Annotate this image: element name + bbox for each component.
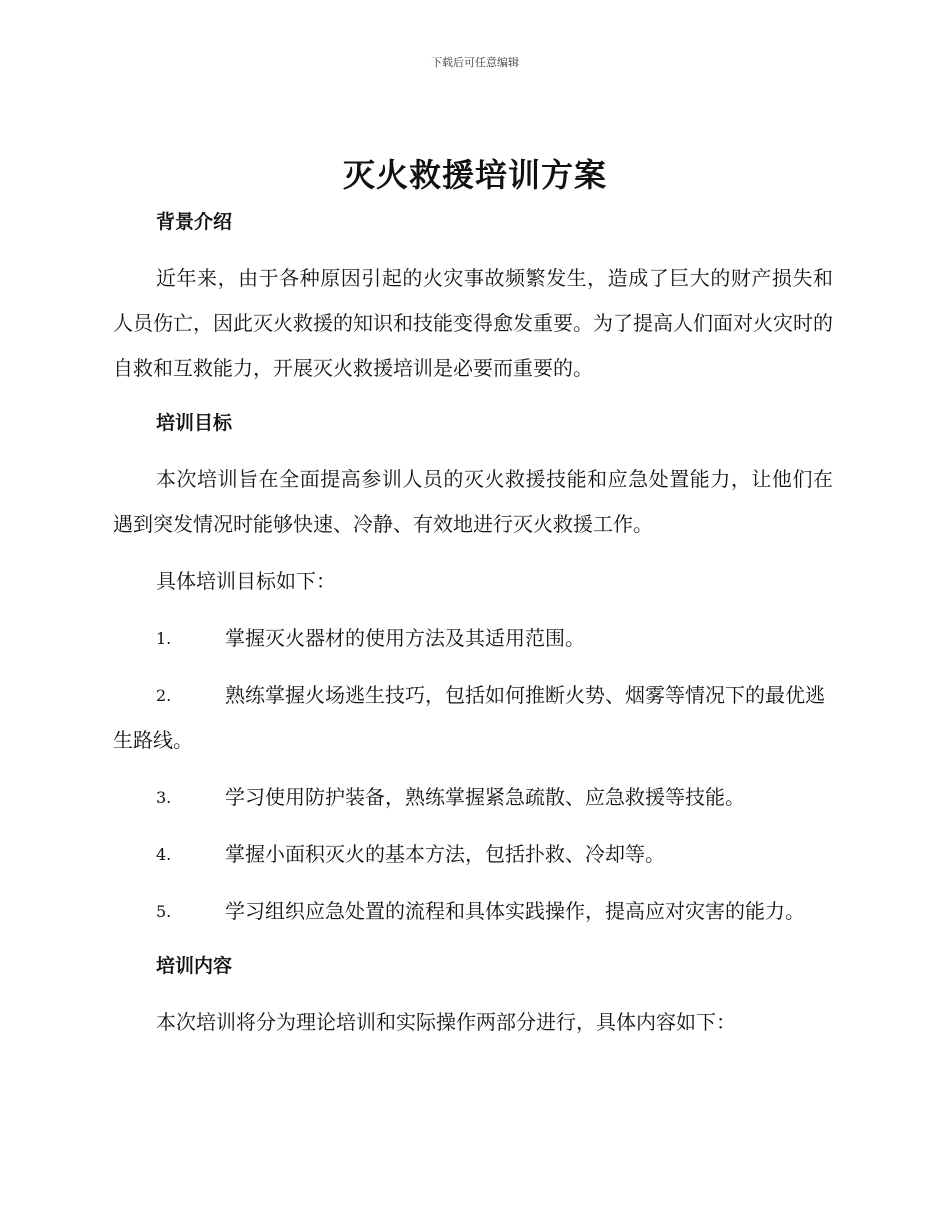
background-paragraph: 近年来，由于各种原因引起的火灾事故频繁发生，造成了巨大的财产损失和人员伤亡，因此灭火救援的知识和技能变得愈发重要。为了提高人们面对火灾时的自救和互救能力，开展灭火救援培训是必要而重要的。 [113, 266, 833, 380]
list-item-text: 熟练掌握火场逃生技巧，包括如何推断火势、烟雾等情况下的最优逃生路线。 [113, 683, 825, 752]
list-item-text: 学习组织应急处置的流程和具体实践操作，提高应对灾害的能力。 [225, 899, 805, 923]
list-item [113, 775, 833, 820]
list-item-text: 掌握灭火器材的使用方法及其适用范围。 [225, 626, 585, 650]
list-item [113, 832, 833, 877]
list-item-number: 3. [156, 788, 172, 807]
document-body [113, 202, 833, 1045]
list-item-number: 4. [156, 845, 172, 864]
document-title: 灭火救援培训方案 [342, 156, 607, 194]
list-item [113, 889, 833, 934]
section-heading-content: 培训内容 [156, 955, 233, 977]
section-heading-background: 背景介绍 [156, 211, 233, 233]
list-item-number: 1. [156, 629, 172, 648]
list-item-number: 5. [156, 902, 172, 921]
list-item-number: 2. [156, 686, 172, 705]
goals-paragraph: 本次培训旨在全面提高参训人员的灭火救援技能和应急处置能力，让他们在遇到突发情况时能够快速、冷静、有效地进行灭火救援工作。 [113, 467, 833, 536]
goals-intro: 具体培训目标如下： [156, 569, 336, 593]
list-item-text: 掌握小面积灭火的基本方法，包括扑救、冷却等。 [225, 842, 665, 866]
content-paragraph: 本次培训将分为理论培训和实际操作两部分进行，具体内容如下： [156, 1010, 736, 1034]
section-heading-goals: 培训目标 [156, 412, 233, 434]
list-item [113, 673, 833, 763]
header-note: 下载后可任意编辑 [431, 56, 519, 69]
list-item-text: 学习使用防护装备，熟练掌握紧急疏散、应急救援等技能。 [225, 785, 745, 809]
list-item [113, 616, 833, 661]
